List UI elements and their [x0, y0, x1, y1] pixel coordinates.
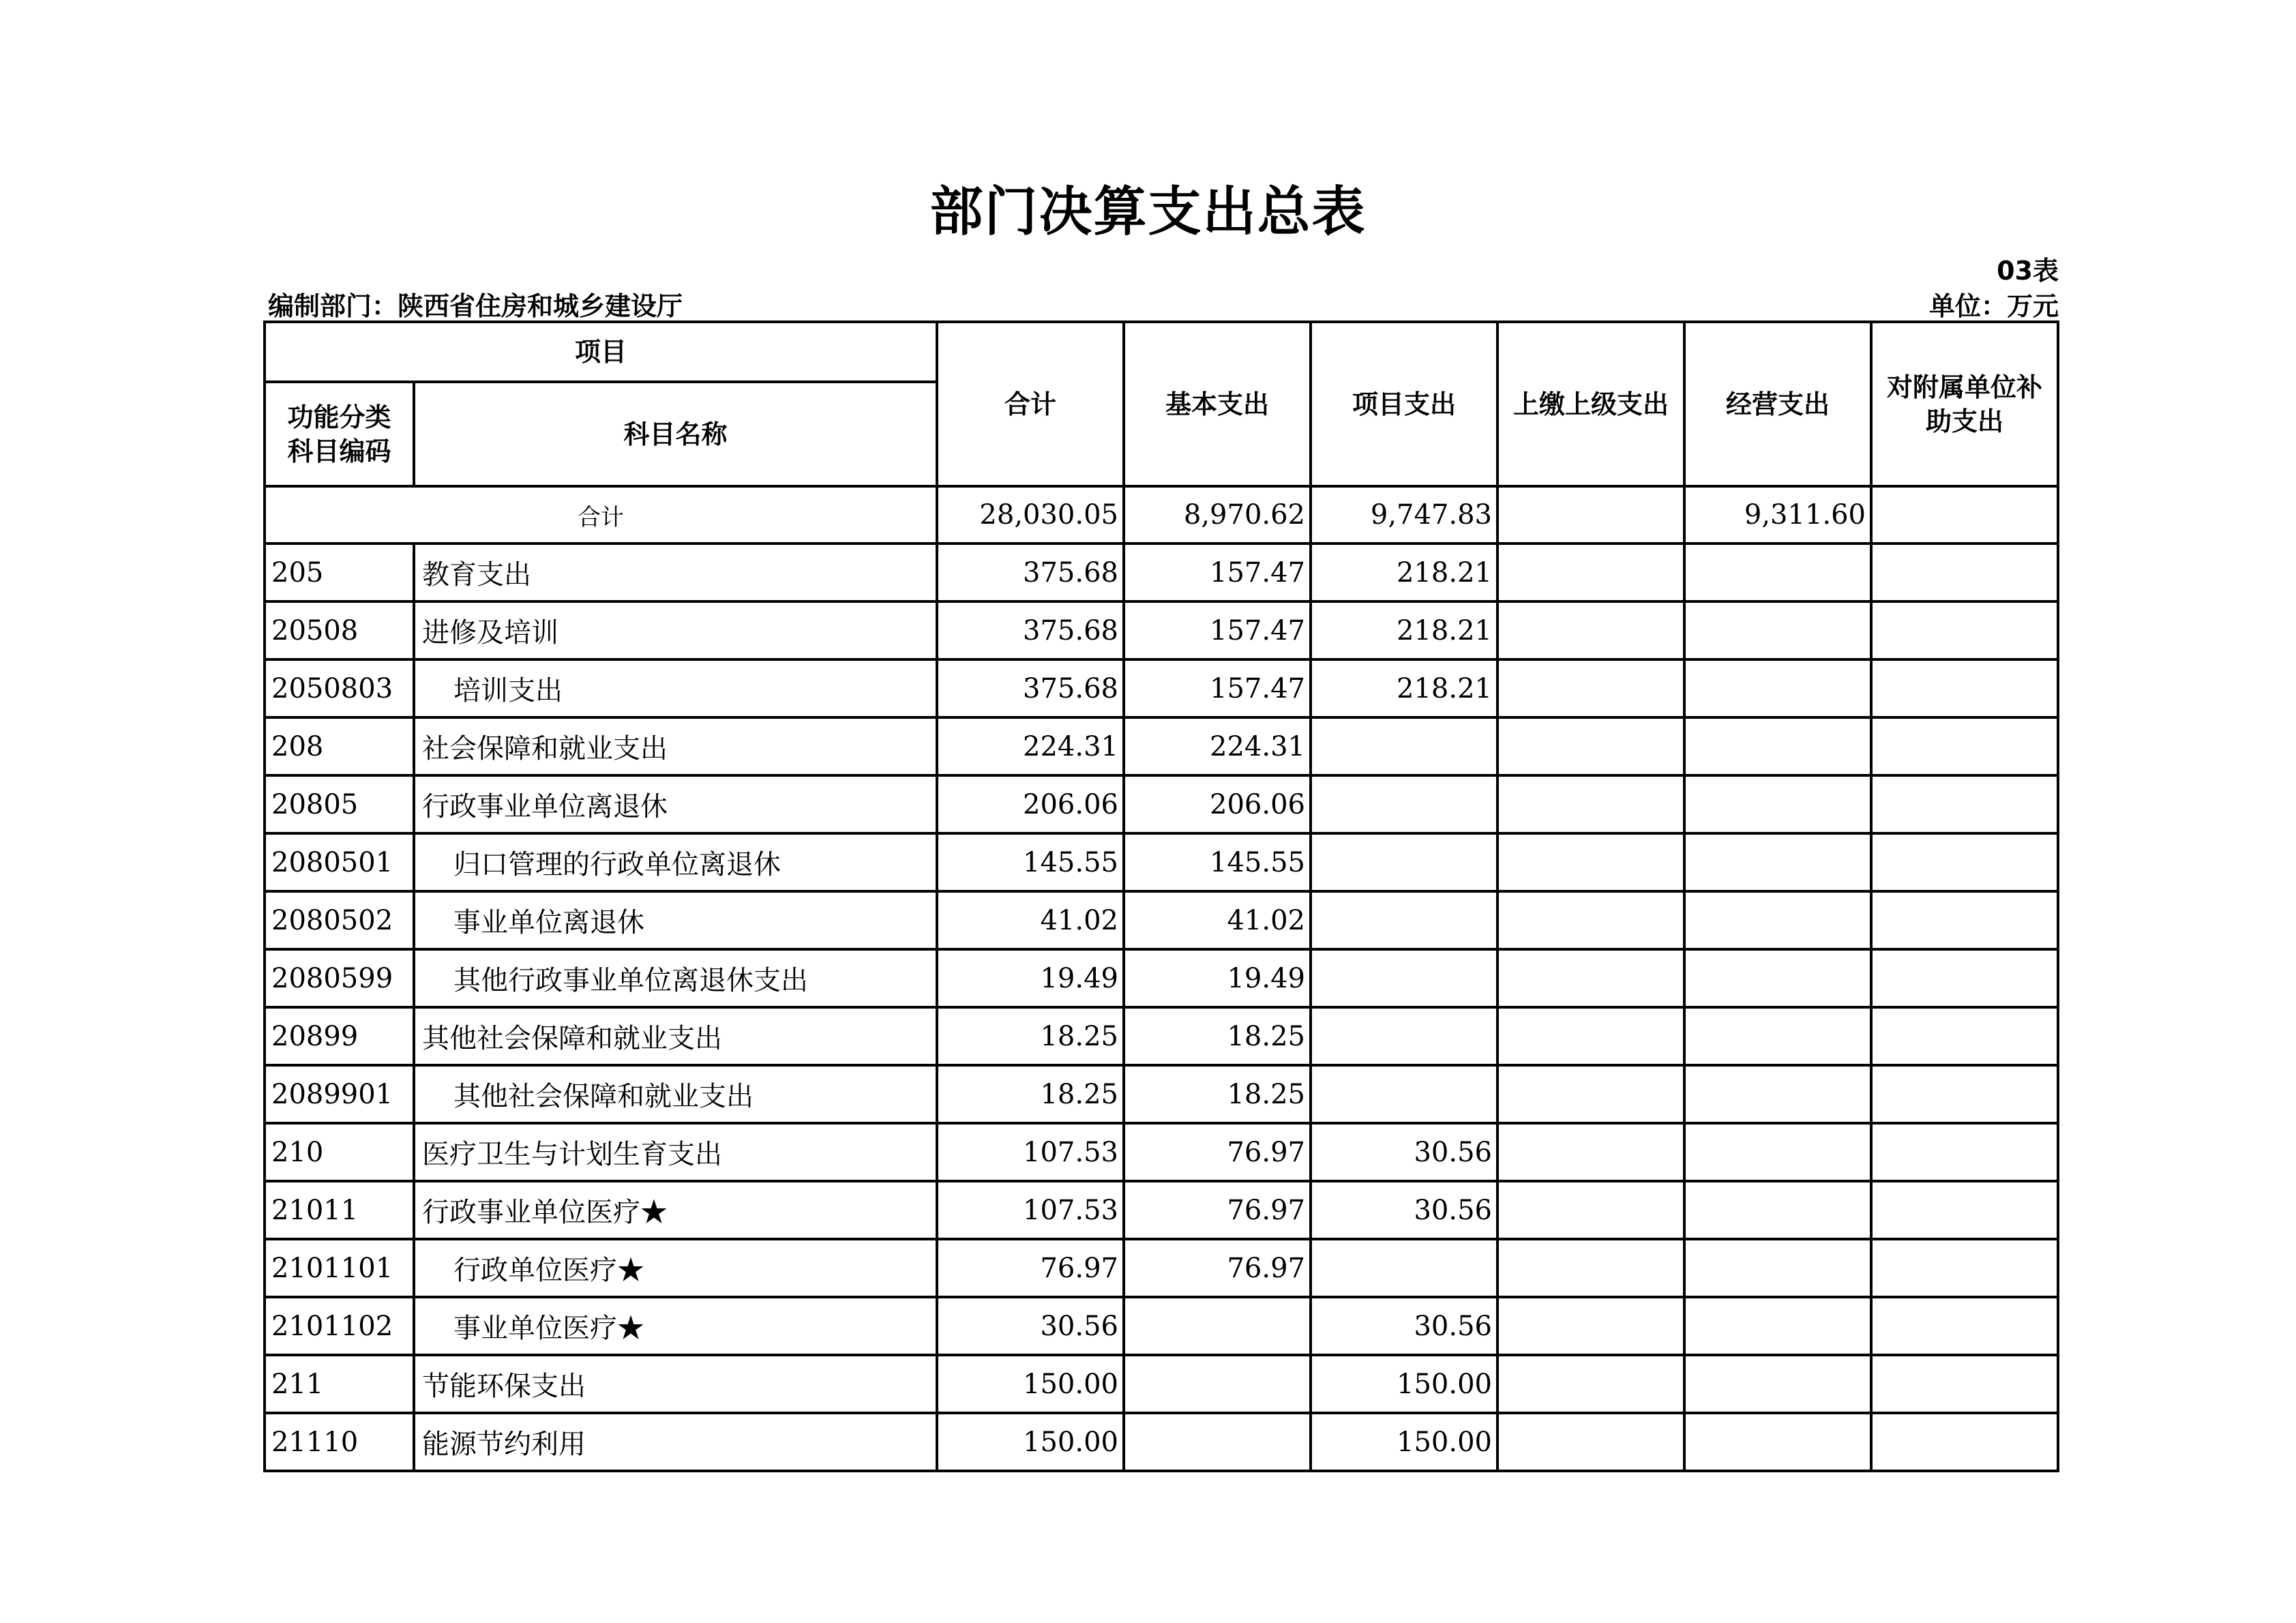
- row-total: 18.25: [937, 1065, 1124, 1123]
- row-project-expenditure: 218.21: [1311, 601, 1497, 659]
- header-subsidy-expenditure: 对附属单位补助支出: [1871, 322, 2058, 486]
- row-upper-expenditure: [1497, 601, 1684, 659]
- row-total: 206.06: [937, 775, 1124, 833]
- table-row: [265, 1297, 2058, 1355]
- row-basic: 224.31: [1124, 717, 1311, 775]
- table-row: [265, 949, 2058, 1007]
- total-business-expenditure: 9,311.60: [1684, 486, 1871, 544]
- row-upper-expenditure: [1497, 1065, 1684, 1123]
- row-name: 行政事业单位医疗★: [414, 1181, 937, 1239]
- row-subsidy-expenditure: [1871, 1181, 2058, 1239]
- row-business-expenditure: [1684, 1355, 1871, 1413]
- row-business-expenditure: [1684, 1297, 1871, 1355]
- row-basic: 145.55: [1124, 833, 1311, 891]
- row-business-expenditure: [1684, 1065, 1871, 1123]
- row-subsidy-expenditure: [1871, 717, 2058, 775]
- row-code: 2101101: [265, 1239, 414, 1297]
- row-subsidy-expenditure: [1871, 1239, 2058, 1297]
- total-subsidy-expenditure: [1871, 486, 2058, 544]
- row-basic: 157.47: [1124, 601, 1311, 659]
- row-name: 社会保障和就业支出: [414, 717, 937, 775]
- row-total: 375.68: [937, 544, 1124, 601]
- header-upper-expenditure: 上缴上级支出: [1497, 322, 1684, 486]
- table-row: [265, 1413, 2058, 1471]
- row-upper-expenditure: [1497, 1355, 1684, 1413]
- row-name: 其他社会保障和就业支出: [414, 1065, 937, 1123]
- expenditure-table: [263, 321, 2059, 1472]
- row-code: 2080501: [265, 833, 414, 891]
- header-business-expenditure: 经营支出: [1684, 322, 1871, 486]
- row-subsidy-expenditure: [1871, 1007, 2058, 1065]
- row-project-expenditure: 150.00: [1311, 1355, 1497, 1413]
- row-project-expenditure: [1311, 717, 1497, 775]
- row-total: 107.53: [937, 1181, 1124, 1239]
- table-row: [265, 1065, 2058, 1123]
- row-project-expenditure: 218.21: [1311, 659, 1497, 717]
- row-business-expenditure: [1684, 1239, 1871, 1297]
- row-name: 进修及培训: [414, 601, 937, 659]
- row-code: 20805: [265, 775, 414, 833]
- row-upper-expenditure: [1497, 1239, 1684, 1297]
- row-code: 21110: [265, 1413, 414, 1471]
- row-upper-expenditure: [1497, 544, 1684, 601]
- table-row: [265, 1007, 2058, 1065]
- row-code: 2080599: [265, 949, 414, 1007]
- row-project-expenditure: [1311, 1065, 1497, 1123]
- row-name: 归口管理的行政单位离退休: [414, 833, 937, 891]
- table-row: [265, 775, 2058, 833]
- row-upper-expenditure: [1497, 717, 1684, 775]
- row-total: 150.00: [937, 1413, 1124, 1471]
- row-subsidy-expenditure: [1871, 1123, 2058, 1181]
- total-project-expenditure: 9,747.83: [1311, 486, 1497, 544]
- department-label: 编制部门：陕西省住房和城乡建设厅: [268, 291, 683, 321]
- row-name: 节能环保支出: [414, 1355, 937, 1413]
- row-basic: 157.47: [1124, 659, 1311, 717]
- row-total: 375.68: [937, 601, 1124, 659]
- row-name: 事业单位离退休: [414, 891, 937, 949]
- row-business-expenditure: [1684, 659, 1871, 717]
- row-total: 76.97: [937, 1239, 1124, 1297]
- row-basic: [1124, 1413, 1311, 1471]
- row-name: 教育支出: [414, 544, 937, 601]
- total-basic: 8,970.62: [1124, 486, 1311, 544]
- row-code: 2089901: [265, 1065, 414, 1123]
- row-business-expenditure: [1684, 1181, 1871, 1239]
- row-business-expenditure: [1684, 775, 1871, 833]
- row-upper-expenditure: [1497, 1123, 1684, 1181]
- table-row: [265, 659, 2058, 717]
- row-total: 107.53: [937, 1123, 1124, 1181]
- row-name: 医疗卫生与计划生育支出: [414, 1123, 937, 1181]
- row-basic: 157.47: [1124, 544, 1311, 601]
- row-project-expenditure: [1311, 833, 1497, 891]
- row-code: 2080502: [265, 891, 414, 949]
- row-upper-expenditure: [1497, 659, 1684, 717]
- row-code: 205: [265, 544, 414, 601]
- row-project-expenditure: [1311, 949, 1497, 1007]
- row-total: 150.00: [937, 1355, 1124, 1413]
- table-row: [265, 1181, 2058, 1239]
- row-name: 能源节约利用: [414, 1413, 937, 1471]
- row-basic: 18.25: [1124, 1007, 1311, 1065]
- total-total: 28,030.05: [937, 486, 1124, 544]
- header-project: 项目: [265, 322, 937, 382]
- row-code: 211: [265, 1355, 414, 1413]
- row-project-expenditure: [1311, 891, 1497, 949]
- row-name: 其他社会保障和就业支出: [414, 1007, 937, 1065]
- total-row: [265, 486, 2058, 544]
- table-row: [265, 717, 2058, 775]
- row-business-expenditure: [1684, 949, 1871, 1007]
- row-upper-expenditure: [1497, 1181, 1684, 1239]
- row-upper-expenditure: [1497, 949, 1684, 1007]
- row-subsidy-expenditure: [1871, 601, 2058, 659]
- row-code: 210: [265, 1123, 414, 1181]
- row-business-expenditure: [1684, 717, 1871, 775]
- header-basic: 基本支出: [1124, 322, 1311, 486]
- row-total: 41.02: [937, 891, 1124, 949]
- row-subsidy-expenditure: [1871, 833, 2058, 891]
- total-upper-expenditure: [1497, 486, 1684, 544]
- row-name: 事业单位医疗★: [414, 1297, 937, 1355]
- row-project-expenditure: 30.56: [1311, 1181, 1497, 1239]
- header-name: 科目名称: [414, 382, 937, 486]
- row-basic: [1124, 1297, 1311, 1355]
- row-name: 行政事业单位离退休: [414, 775, 937, 833]
- page-title: 部门决算支出总表: [929, 181, 1367, 243]
- row-basic: 19.49: [1124, 949, 1311, 1007]
- row-basic: 76.97: [1124, 1181, 1311, 1239]
- row-total: 18.25: [937, 1007, 1124, 1065]
- row-subsidy-expenditure: [1871, 891, 2058, 949]
- row-subsidy-expenditure: [1871, 1355, 2058, 1413]
- row-project-expenditure: [1311, 775, 1497, 833]
- table-row: [265, 544, 2058, 601]
- table-row: [265, 1355, 2058, 1413]
- row-name: 其他行政事业单位离退休支出: [414, 949, 937, 1007]
- row-basic: 41.02: [1124, 891, 1311, 949]
- row-basic: [1124, 1355, 1311, 1413]
- row-upper-expenditure: [1497, 1413, 1684, 1471]
- row-project-expenditure: 150.00: [1311, 1413, 1497, 1471]
- row-subsidy-expenditure: [1871, 1065, 2058, 1123]
- row-code: 20899: [265, 1007, 414, 1065]
- row-upper-expenditure: [1497, 775, 1684, 833]
- row-project-expenditure: 30.56: [1311, 1123, 1497, 1181]
- row-project-expenditure: 30.56: [1311, 1297, 1497, 1355]
- table-row: [265, 601, 2058, 659]
- row-business-expenditure: [1684, 1413, 1871, 1471]
- row-basic: 18.25: [1124, 1065, 1311, 1123]
- row-project-expenditure: [1311, 1239, 1497, 1297]
- table-row: [265, 833, 2058, 891]
- row-upper-expenditure: [1497, 891, 1684, 949]
- row-subsidy-expenditure: [1871, 1413, 2058, 1471]
- row-project-expenditure: 218.21: [1311, 544, 1497, 601]
- header-total: 合计: [937, 322, 1124, 486]
- row-business-expenditure: [1684, 601, 1871, 659]
- row-basic: 206.06: [1124, 775, 1311, 833]
- row-basic: 76.97: [1124, 1123, 1311, 1181]
- row-subsidy-expenditure: [1871, 544, 2058, 601]
- row-code: 20508: [265, 601, 414, 659]
- header-code: 功能分类科目编码: [265, 382, 414, 486]
- row-business-expenditure: [1684, 833, 1871, 891]
- row-upper-expenditure: [1497, 833, 1684, 891]
- row-project-expenditure: [1311, 1007, 1497, 1065]
- row-code: 21011: [265, 1181, 414, 1239]
- row-total: 375.68: [937, 659, 1124, 717]
- row-upper-expenditure: [1497, 1007, 1684, 1065]
- row-code: 208: [265, 717, 414, 775]
- row-total: 224.31: [937, 717, 1124, 775]
- row-subsidy-expenditure: [1871, 775, 2058, 833]
- row-business-expenditure: [1684, 1123, 1871, 1181]
- total-label: 合计: [265, 486, 937, 544]
- row-total: 145.55: [937, 833, 1124, 891]
- row-name: 行政单位医疗★: [414, 1239, 937, 1297]
- row-business-expenditure: [1684, 1007, 1871, 1065]
- row-total: 19.49: [937, 949, 1124, 1007]
- row-code: 2101102: [265, 1297, 414, 1355]
- table-number: 03表: [1997, 256, 2059, 286]
- row-subsidy-expenditure: [1871, 1297, 2058, 1355]
- table-row: [265, 1239, 2058, 1297]
- table-row: [265, 891, 2058, 949]
- row-name: 培训支出: [414, 659, 937, 717]
- row-business-expenditure: [1684, 891, 1871, 949]
- row-business-expenditure: [1684, 544, 1871, 601]
- row-subsidy-expenditure: [1871, 659, 2058, 717]
- unit-label: 单位：万元: [1928, 291, 2059, 321]
- table-row: [265, 1123, 2058, 1181]
- row-basic: 76.97: [1124, 1239, 1311, 1297]
- row-code: 2050803: [265, 659, 414, 717]
- row-subsidy-expenditure: [1871, 949, 2058, 1007]
- header-project-expenditure: 项目支出: [1311, 322, 1497, 486]
- row-upper-expenditure: [1497, 1297, 1684, 1355]
- row-total: 30.56: [937, 1297, 1124, 1355]
